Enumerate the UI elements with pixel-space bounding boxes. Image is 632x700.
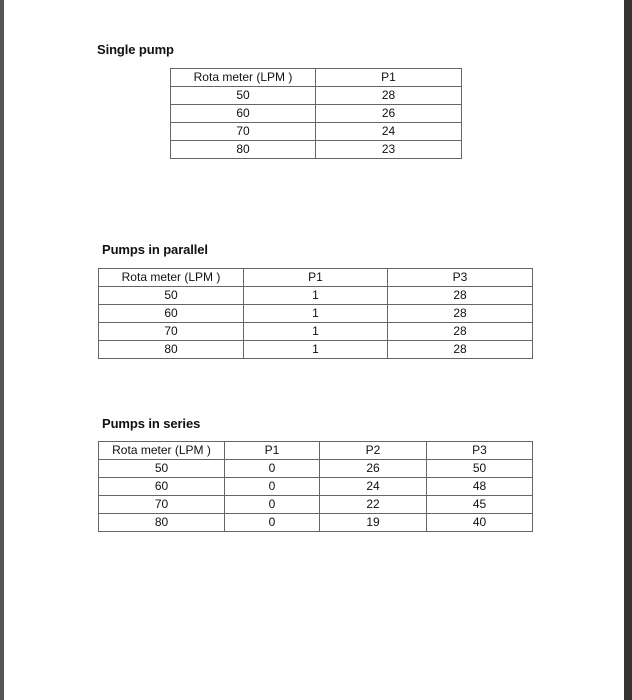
- table-cell: 22: [320, 496, 427, 514]
- table-row: [99, 305, 533, 323]
- table-cell: 1: [244, 323, 388, 341]
- column-header: Rota meter (LPM ): [171, 69, 316, 87]
- table-cell: 70: [99, 323, 244, 341]
- pumps-in-series-heading: Pumps in series: [102, 416, 201, 431]
- table-cell: 40: [427, 514, 533, 532]
- table-row: [99, 514, 533, 532]
- table-cell: 24: [320, 478, 427, 496]
- table-row: [99, 460, 533, 478]
- table-cell: 19: [320, 514, 427, 532]
- table-cell: 0: [225, 460, 320, 478]
- table-header-row: [171, 69, 462, 87]
- table-cell: 60: [99, 305, 244, 323]
- table-cell: 1: [244, 305, 388, 323]
- column-header: P2: [320, 442, 427, 460]
- table-cell: 28: [388, 341, 533, 359]
- table-cell: 70: [99, 496, 225, 514]
- table-cell: 50: [99, 287, 244, 305]
- column-header: P1: [316, 69, 462, 87]
- pumps-in-series-table: [98, 441, 533, 532]
- table-cell: 0: [225, 496, 320, 514]
- column-header: Rota meter (LPM ): [99, 442, 225, 460]
- pumps-in-parallel-heading: Pumps in parallel: [102, 242, 208, 257]
- left-page-edge: [0, 0, 4, 700]
- table-cell: 48: [427, 478, 533, 496]
- column-header: P3: [427, 442, 533, 460]
- table-row: [99, 496, 533, 514]
- table-row: [171, 123, 462, 141]
- table-header-row: [99, 442, 533, 460]
- table-cell: 50: [171, 87, 316, 105]
- table-row: [99, 287, 533, 305]
- table-row: [99, 341, 533, 359]
- table-row: [171, 141, 462, 159]
- table-cell: 28: [316, 87, 462, 105]
- table-row: [171, 105, 462, 123]
- column-header: P3: [388, 269, 533, 287]
- table-row: [171, 87, 462, 105]
- table-cell: 28: [388, 323, 533, 341]
- pumps-in-parallel-table: [98, 268, 533, 359]
- table-cell: 28: [388, 305, 533, 323]
- table-cell: 1: [244, 341, 388, 359]
- table-cell: 28: [388, 287, 533, 305]
- single-pump-heading: Single pump: [97, 42, 174, 57]
- table-cell: 23: [316, 141, 462, 159]
- right-page-edge: [624, 0, 632, 700]
- table-cell: 60: [99, 478, 225, 496]
- table-cell: 50: [427, 460, 533, 478]
- table-cell: 26: [320, 460, 427, 478]
- table-cell: 26: [316, 105, 462, 123]
- table-cell: 60: [171, 105, 316, 123]
- table-cell: 0: [225, 514, 320, 532]
- table-cell: 24: [316, 123, 462, 141]
- table-cell: 80: [171, 141, 316, 159]
- table-header-row: [99, 269, 533, 287]
- table-cell: 80: [99, 341, 244, 359]
- table-cell: 80: [99, 514, 225, 532]
- table-cell: 50: [99, 460, 225, 478]
- table-cell: 1: [244, 287, 388, 305]
- column-header: P1: [225, 442, 320, 460]
- table-cell: 45: [427, 496, 533, 514]
- column-header: Rota meter (LPM ): [99, 269, 244, 287]
- table-cell: 70: [171, 123, 316, 141]
- table-cell: 0: [225, 478, 320, 496]
- table-row: [99, 478, 533, 496]
- table-row: [99, 323, 533, 341]
- single-pump-table: [170, 68, 462, 159]
- column-header: P1: [244, 269, 388, 287]
